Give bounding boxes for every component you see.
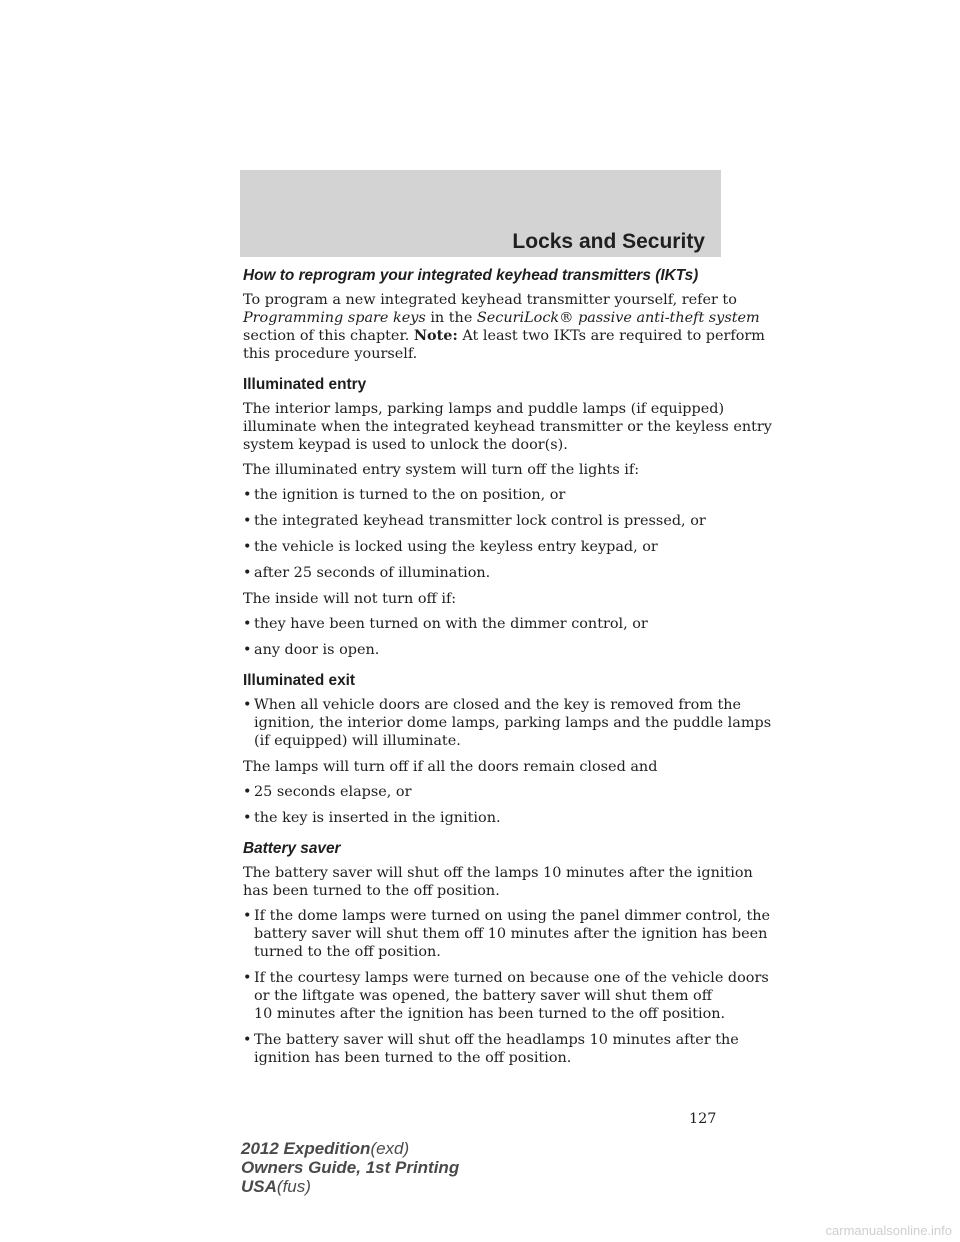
entry-off-intro: The illuminated entry system will turn off the lights if: — [243, 462, 640, 478]
entry-intro-line-1: The interior lamps, parking lamps and puddle lamps (if equipped) — [243, 401, 725, 417]
exit-list — [243, 696, 772, 750]
bullet: • — [243, 513, 252, 529]
heading-reprogram-ikt: How to reprogram your integrated keyhead transmitters (IKTs) — [243, 267, 699, 284]
list-item-text: the ignition is turned to the on position, or — [254, 487, 566, 503]
heading-illuminated-entry: Illuminated entry — [243, 376, 367, 393]
bullet: • — [243, 642, 252, 658]
note-label: Note: — [413, 327, 458, 344]
list-item — [243, 486, 723, 504]
battery-intro-line-1: The battery saver will shut off the lamps 10 minutes after the ignition — [243, 865, 753, 881]
battery-b2-line-1: If the courtesy lamps were turned on because one of the vehicle doors — [254, 970, 769, 986]
footer-line-2 — [241, 1158, 459, 1177]
footer-line-1 — [241, 1139, 459, 1158]
list-item-text: 25 seconds elapse, or — [254, 784, 412, 800]
list-item — [243, 696, 772, 750]
ikt-paragraph — [243, 291, 765, 363]
print-footer — [241, 1139, 459, 1196]
programming-spare-keys-ref: Programming spare keys — [243, 310, 426, 326]
battery-b3-line-2: ignition has been turned to the off position. — [254, 1050, 572, 1066]
footer-model: 2012 Expedition — [241, 1139, 371, 1158]
bullet: • — [243, 810, 252, 826]
bullet: • — [243, 970, 252, 986]
list-item-text: any door is open. — [254, 642, 380, 658]
list-item — [243, 969, 769, 1023]
watermark: carmanualsonline.info — [825, 1223, 952, 1238]
battery-b2-line-3: 10 minutes after the ignition has been turned to the off position. — [254, 1006, 726, 1022]
heading-illuminated-exit: Illuminated exit — [243, 672, 356, 689]
exit-off-list — [243, 783, 723, 827]
exit-item-line-1: When all vehicle doors are closed and the key is removed from the — [254, 697, 742, 713]
list-item — [243, 538, 723, 556]
footer-edition: Owners Guide, 1st Printing — [241, 1158, 460, 1177]
entry-not-off-list — [243, 615, 723, 659]
bullet: • — [243, 784, 252, 800]
bullet: • — [243, 539, 252, 555]
footer-market-code: (fus) — [276, 1177, 311, 1196]
entry-off-list — [243, 486, 723, 582]
footer-line-3 — [241, 1177, 459, 1196]
exit-item-line-3: (if equipped) will illuminate. — [254, 733, 461, 749]
list-item — [243, 641, 723, 659]
list-item — [243, 783, 723, 801]
bullet: • — [243, 565, 252, 581]
exit-off-intro: The lamps will turn off if all the doors remain closed and — [243, 759, 658, 775]
entry-not-off-intro: The inside will not turn off if: — [243, 591, 457, 607]
footer-market: USA — [241, 1177, 277, 1196]
ikt-line-3-text: section of this chapter. — [243, 328, 414, 344]
battery-b2-line-2: or the liftgate was opened, the battery saver will shut them off — [254, 988, 712, 1004]
list-item-text: the key is inserted in the ignition. — [254, 810, 501, 826]
entry-intro-line-2: illuminate when the integrated keyhead transmitter or the keyless entry — [243, 419, 772, 435]
list-item — [243, 809, 723, 827]
footer-model-code: (exd) — [370, 1139, 410, 1158]
battery-list — [243, 907, 771, 1067]
chapter-header-band — [240, 170, 721, 257]
list-item — [243, 564, 723, 582]
page-number: 127 — [689, 1111, 717, 1127]
battery-b3-line-1: The battery saver will shut off the headlamps 10 minutes after the — [254, 1032, 739, 1048]
chapter-title: Locks and Security — [512, 230, 705, 253]
exit-item-line-2: ignition, the interior dome lamps, parking lamps and the puddle lamps — [254, 715, 772, 731]
securilock-ref: SecuriLock® passive anti-theft system — [476, 310, 760, 326]
bullet: • — [243, 616, 252, 632]
list-item-text: after 25 seconds of illumination. — [254, 565, 491, 581]
ikt-line-1: To program a new integrated keyhead transmitter yourself, refer to — [243, 292, 737, 308]
battery-b1-line-3: turned to the off position. — [254, 944, 441, 960]
list-item-text: the vehicle is locked using the keyless entry keypad, or — [254, 539, 658, 555]
ikt-line-2-mid: in the — [425, 310, 477, 326]
bullet: • — [243, 697, 252, 713]
battery-intro — [243, 864, 753, 900]
entry-intro-line-3: system keypad is used to unlock the door(s). — [243, 437, 568, 453]
list-item-text: the integrated keyhead transmitter lock control is pressed, or — [254, 513, 706, 529]
bullet: • — [243, 1032, 252, 1048]
battery-intro-line-2: has been turned to the off position. — [243, 883, 500, 899]
battery-b1-line-2: battery saver will shut them off 10 minutes after the ignition has been — [254, 926, 768, 942]
heading-battery-saver: Battery saver — [243, 840, 341, 857]
ikt-line-2 — [243, 309, 760, 327]
list-item — [243, 1031, 739, 1067]
battery-b1-line-1: If the dome lamps were turned on using the panel dimmer control, the — [254, 908, 771, 924]
bullet: • — [243, 487, 252, 503]
page-content — [243, 266, 772, 1075]
list-item — [243, 615, 723, 633]
entry-intro — [243, 400, 772, 454]
bullet: • — [243, 908, 252, 924]
list-item — [243, 512, 723, 530]
list-item-text: they have been turned on with the dimmer control, or — [254, 616, 648, 632]
list-item — [243, 907, 771, 961]
ikt-line-3 — [243, 327, 765, 345]
ikt-line-3-rest: At least two IKTs are required to perform — [457, 328, 765, 344]
ikt-line-4: this procedure yourself. — [243, 346, 418, 362]
